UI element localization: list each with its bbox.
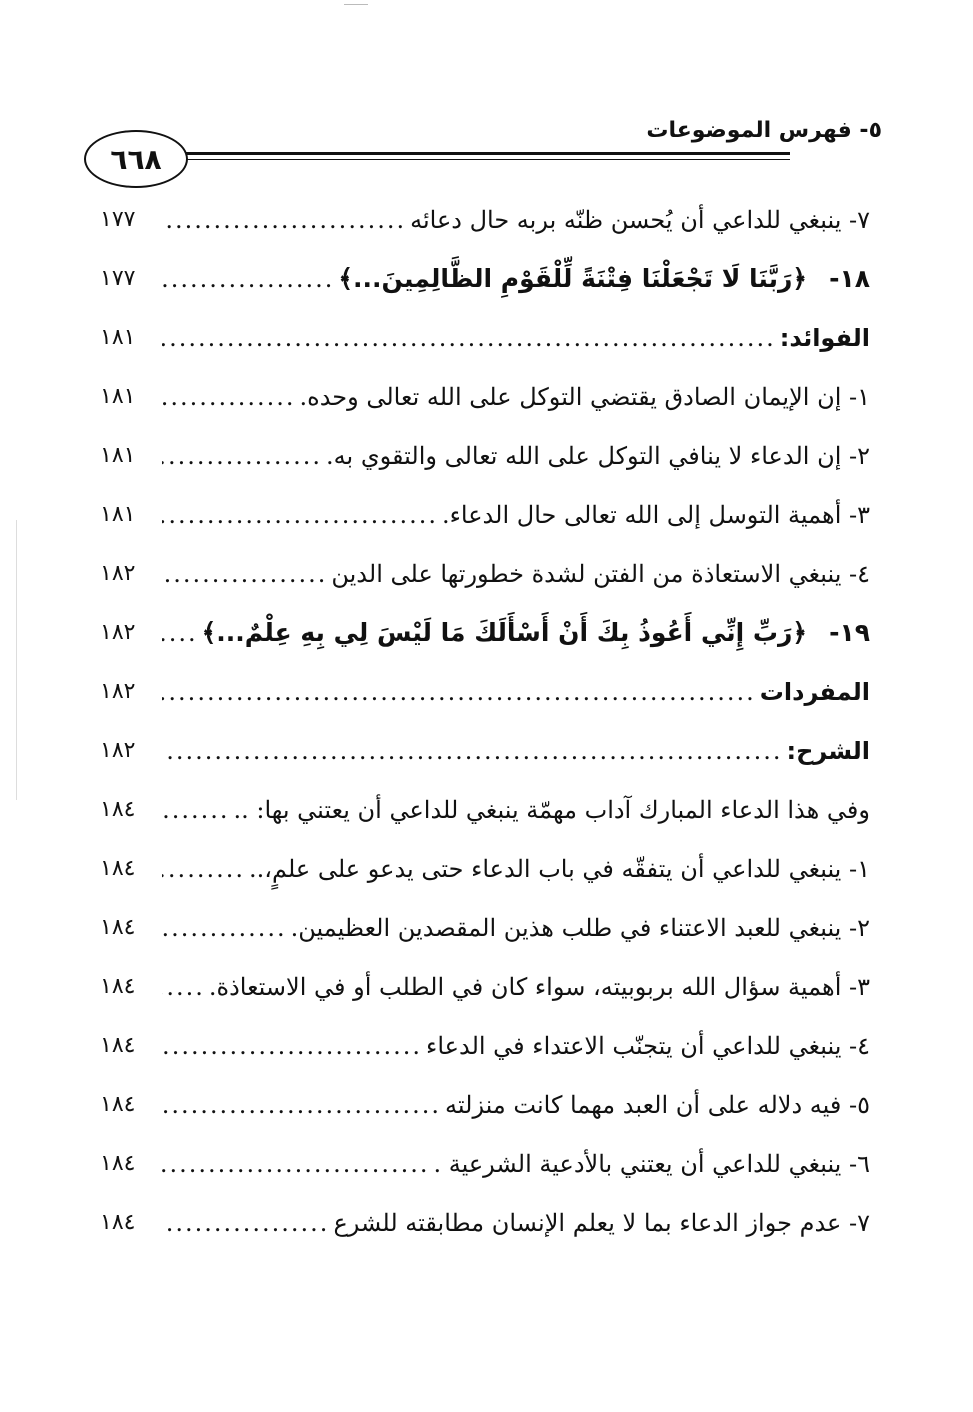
leader-dots [162,973,209,1001]
toc-entry-text: الشرح: [786,736,870,765]
leader-dots [162,206,410,234]
toc-entry-page: ١٨١ [100,325,136,350]
toc-entry-page: ١٨٤ [100,1210,136,1235]
toc-entry-text: الفوائد: [779,323,870,352]
toc-section-heading [100,721,870,780]
toc-entry [100,1193,870,1252]
leader-dots [162,442,326,470]
toc-entry-page: ١٨٤ [100,974,136,999]
toc-entry-text: ٤- ينبغي للداعي أن يتجنّب الاعتداء في الدعاء [426,1031,870,1060]
toc-entry [100,426,870,485]
toc-entry-text: ١- إن الإيمان الصادق يقتضي التوكل على الله تعالى وحده. [299,382,870,411]
page-top-mark [344,4,368,5]
header-rule [92,152,790,155]
toc-entry-page: ١٧٧ [100,207,136,232]
leader-dots [162,1209,333,1237]
toc-entry-number: ١٩- [829,618,870,647]
toc-entry [100,839,870,898]
toc-entry-text: ﴿رَبِّ إِنِّي أَعُوذُ بِكَ أَنْ أَسْأَلَكَ مَا لَيْسَ لِي بِهِ عِلْمٌ...﴾ [201,618,808,647]
leader-dots [162,383,300,411]
toc-list [100,190,870,1252]
toc-entry-text: ٧- عدم جواز الدعاء بما لا يعلم الإنسان مطابقته للشرع [333,1208,870,1237]
toc-entry [100,957,870,1016]
toc-entry [100,190,870,249]
toc-entry-text: ٦- ينبغي للداعي أن يعتني بالأدعية الشرعية . [433,1149,870,1178]
toc-entry-page: ١٧٧ [100,266,136,291]
page-header [92,112,882,184]
toc-entry-page: ١٨٢ [100,620,136,645]
toc-entry-verse [100,603,870,662]
toc-entry [100,485,870,544]
toc-entry-text: المفردات [759,677,870,706]
toc-entry-text: ٢- إن الدعاء لا ينافي التوكل على الله تعالى والتقوي به. [326,441,870,470]
toc-entry-text: ٣- أهمية سؤال الله بربوبيته، سواء كان في الطلب أو في الاستعاذة. [208,972,870,1001]
toc-entry [100,1075,870,1134]
leader-dots [162,1032,426,1060]
leader-dots [162,737,787,765]
leader-dots [162,1091,445,1119]
toc-entry-text: ٢- ينبغي للعبد الاعتناء في طلب هذين المقصدين العظيمين. [290,913,870,942]
toc-entry-text: ﴿رَبَّنَا لَا تَجْعَلْنَا فِتْنَةً لِّلْقَوْمِ الظَّالِمِينَ...﴾ [338,264,808,293]
toc-entry-number: ١٨- [829,264,870,293]
leader-dots [162,265,338,293]
toc-entry-text: وفي هذا الدعاء المبارك آداب مهمّة ينبغي للداعي أن يعتني بها: .. [233,795,870,824]
toc-entry-page: ١٨٢ [100,679,136,704]
leader-dots [162,1150,433,1178]
header-title: ٥- فهرس الموضوعات [646,118,882,143]
leader-dots [162,501,442,529]
toc-entry-page: ١٨٤ [100,856,136,881]
toc-section-heading [100,662,870,721]
toc-entry-page: ١٨٤ [100,1092,136,1117]
leader-dots [162,796,234,824]
toc-entry-page: ١٨٤ [100,797,136,822]
header-rule-thin [92,159,790,160]
toc-entry-text: ١- ينبغي للداعي أن يتفقّه في باب الدعاء حتى يدعو على علمٍ،.. [248,854,870,883]
toc-entry-text: ٤- ينبغي الاستعاذة من الفتن لشدة خطورتها على الدين [331,559,870,588]
toc-entry-page: ١٨١ [100,384,136,409]
toc-entry-verse [100,249,870,308]
toc-entry [100,1134,870,1193]
page-number-oval [84,130,188,188]
toc-entry [100,898,870,957]
toc-entry-page: ١٨١ [100,443,136,468]
leader-dots [162,324,780,352]
toc-entry-text: ٧- ينبغي للداعي أن يُحسن ظنّه بربه حال دعائه [410,205,870,234]
toc-entry-page: ١٨٢ [100,738,136,763]
toc-entry-page: ١٨٤ [100,915,136,940]
leader-dots [162,855,249,883]
toc-section-heading [100,308,870,367]
page-number: ٦٦٨ [110,142,162,176]
toc-entry-page: ١٨٤ [100,1033,136,1058]
toc-entry-text: ٥- فيه دلاله على أن العبد مهما كانت منزلته [445,1090,870,1119]
toc-entry-text: ٣- أهمية التوسل إلى الله تعالى حال الدعاء. [442,500,870,529]
toc-entry [100,544,870,603]
leader-dots [162,619,202,647]
leader-dots [162,560,331,588]
toc-entry [100,1016,870,1075]
toc-entry [100,780,870,839]
toc-entry-page: ١٨٤ [100,1151,136,1176]
toc-entry-page: ١٨١ [100,502,136,527]
leader-dots [162,914,291,942]
toc-entry-page: ١٨٢ [100,561,136,586]
page-edge-mark [16,520,17,800]
toc-entry [100,367,870,426]
leader-dots [162,678,760,706]
